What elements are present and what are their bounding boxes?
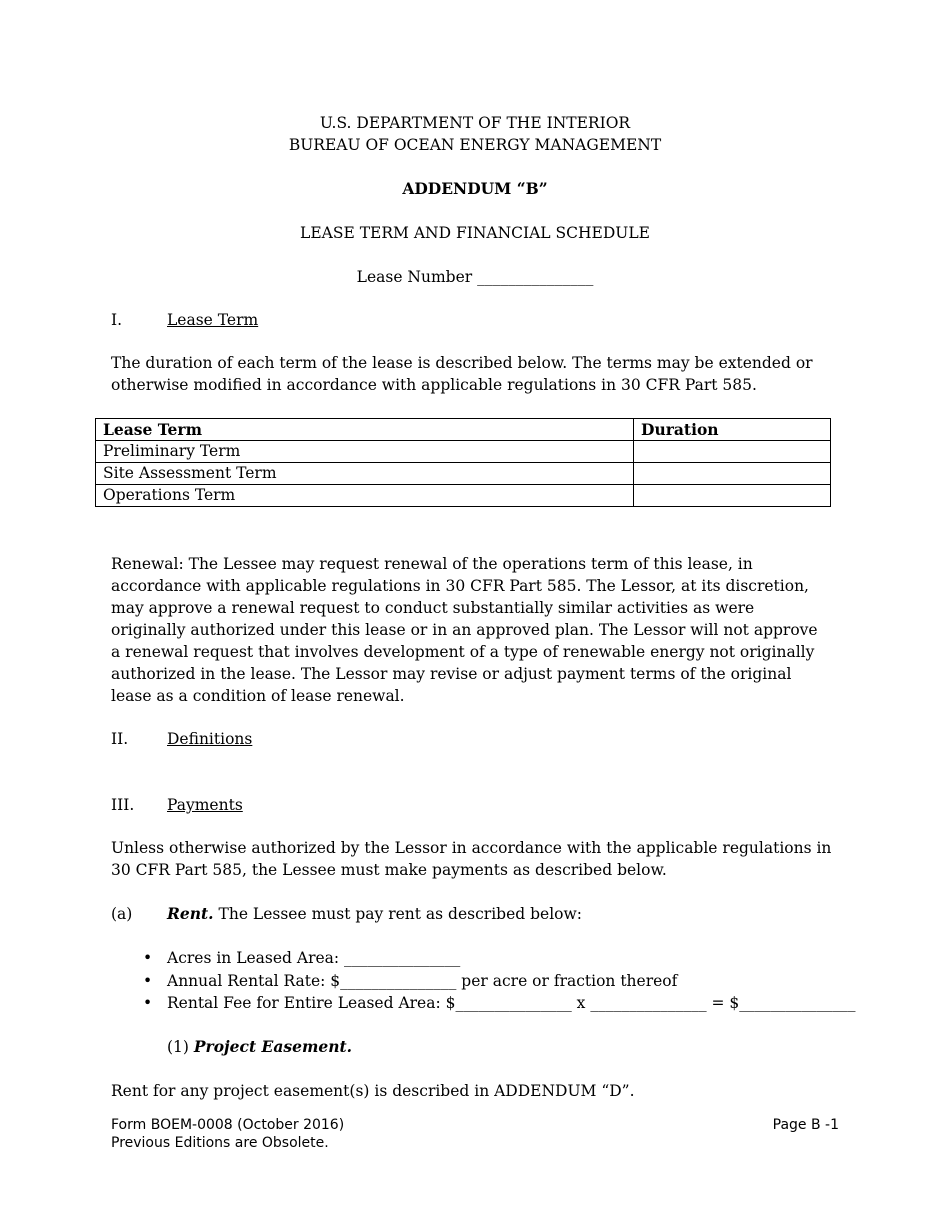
section-3-intro-line: Unless otherwise authorized by the Lessor in accordance with the applicable regulations in: [111, 839, 832, 857]
easement-text: Rent for any project easement(s) is described in ADDENDUM “D”.: [111, 1082, 635, 1100]
renewal-line: authorized in the lease. The Lessor may revise or adjust payment terms of the original: [111, 665, 792, 683]
bullet-icon: •: [143, 972, 153, 990]
table-cell: [634, 485, 831, 507]
section-3-number: III.: [111, 796, 135, 814]
renewal-line: Renewal: The Lessee may request renewal of the operations term of this lease, in: [111, 555, 753, 573]
rent-text: The Lessee must pay rent as described below:: [213, 905, 582, 923]
obsolete-note: Previous Editions are Obsolete.: [111, 1135, 329, 1151]
section-1-intro-line: The duration of each term of the lease is described below. The terms may be extended or: [111, 354, 813, 372]
lease-term-table: [95, 418, 831, 507]
table-cell: [634, 463, 831, 485]
rent-bullet-item: Annual Rental Rate: $_______________ per acre or fraction thereof: [167, 972, 678, 990]
rent-title: Rent.: [167, 904, 214, 923]
table-row: [96, 463, 831, 485]
bullet-icon: •: [143, 994, 153, 1012]
table-header-cell: Duration: [634, 419, 831, 441]
section-3-heading: Payments: [167, 796, 243, 814]
lease-number-field: Lease Number _______________: [356, 268, 594, 286]
document-title: LEASE TERM AND FINANCIAL SCHEDULE: [300, 224, 650, 242]
page-number: Page B -1: [772, 1117, 839, 1133]
rent-bullet-item: Rental Fee for Entire Leased Area: $_______________ x _______________ = $_______________: [167, 994, 856, 1012]
section-1-heading: Lease Term: [167, 311, 259, 329]
section-2-heading: Definitions: [167, 730, 253, 748]
table-row: [96, 485, 831, 507]
bureau-heading: BUREAU OF OCEAN ENERGY MANAGEMENT: [288, 136, 662, 154]
renewal-line: originally authorized under this lease or in an approved plan. The Lessor will not approve: [111, 621, 818, 639]
form-id: Form BOEM-0008 (October 2016): [111, 1117, 345, 1133]
renewal-line: lease as a condition of lease renewal.: [111, 687, 405, 705]
rent-paragraph: [167, 903, 582, 925]
addendum-title: ADDENDUM “B”: [402, 179, 548, 198]
table-cell: Preliminary Term: [96, 441, 634, 463]
section-2-number: II.: [111, 730, 129, 748]
table-cell: Site Assessment Term: [96, 463, 634, 485]
easement-subheading: [167, 1036, 352, 1058]
table-header-cell: Lease Term: [96, 419, 634, 441]
renewal-line: a renewal request that involves development of a type of renewable energy not originally: [111, 643, 815, 661]
easement-title: Project Easement.: [193, 1037, 353, 1056]
section-1-number: I.: [111, 311, 123, 329]
table-header-row: [96, 419, 831, 441]
bullet-icon: •: [143, 949, 153, 967]
renewal-line: may approve a renewal request to conduct substantially similar activities as were: [111, 599, 755, 617]
table-cell: [634, 441, 831, 463]
section-1-intro-line: otherwise modified in accordance with applicable regulations in 30 CFR Part 585.: [111, 376, 757, 394]
table-cell: Operations Term: [96, 485, 634, 507]
renewal-line: accordance with applicable regulations in 30 CFR Part 585. The Lessor, at its discretion,: [111, 577, 809, 595]
rent-bullet-item: Acres in Leased Area: _______________: [167, 949, 461, 967]
section-3-intro-line: 30 CFR Part 585, the Lessee must make payments as described below.: [111, 861, 667, 879]
easement-number: (1): [167, 1038, 194, 1056]
rent-label: (a): [111, 905, 133, 923]
department-heading: U.S. DEPARTMENT OF THE INTERIOR: [319, 114, 631, 132]
table-row: [96, 441, 831, 463]
